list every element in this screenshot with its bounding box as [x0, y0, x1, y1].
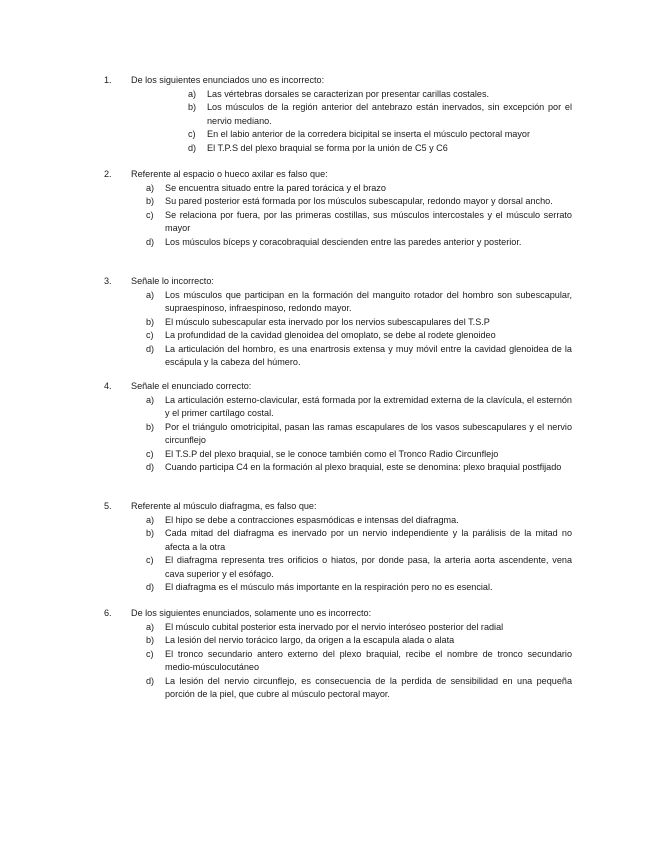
question-number: 1. [104, 75, 112, 85]
option-c [146, 209, 572, 236]
option-list [146, 289, 572, 370]
question-number: 6. [104, 608, 112, 618]
option-text: La articulación del hombro, es una enartrosis extensa y muy móvil entre la cavidad glenoidea de la escápula y la cabeza del húmero. [165, 343, 572, 367]
option-d [188, 142, 572, 156]
question-5 [104, 500, 572, 595]
option-letter: d) [188, 142, 197, 153]
option-c [146, 648, 572, 675]
question-3 [104, 275, 572, 370]
option-b [146, 634, 572, 648]
option-text: Los músculos de la región anterior del antebrazo están inervados, sin excepción por el nervio mediano. [207, 102, 572, 126]
question-number: 5. [104, 501, 112, 511]
option-text: El diafragma representa tres orificios o hiatos, por donde pasa, la arteria aorta ascendente, vena cava superior y el esófago. [165, 555, 572, 579]
option-letter: c) [146, 648, 154, 659]
option-letter: b) [146, 635, 155, 645]
option-letter: b) [146, 421, 155, 432]
option-text: Cuando participa C4 en la formación al plexo braquial, este se denomina: plexo braquial postfijado [165, 462, 562, 472]
option-text: El T.P.S del plexo braquial se forma por la unión de C5 y C6 [207, 142, 448, 153]
option-text: Los músculos bíceps y coracobraquial descienden entre las paredes anterior y posterior. [165, 236, 522, 247]
option-letter: d) [146, 462, 155, 472]
question-header [104, 74, 572, 88]
option-d [146, 236, 572, 250]
option-letter: a) [188, 88, 197, 99]
option-a [146, 621, 572, 635]
option-text: Se encuentra situado entre la pared torácica y el brazo [165, 182, 386, 193]
option-a [188, 88, 572, 102]
question-header [104, 380, 572, 394]
option-text: Se relaciona por fuera, por las primeras costillas, sus músculos intercostales y el músculo serrato mayor [165, 209, 572, 233]
option-letter: a) [146, 394, 155, 405]
option-text: Su pared posterior está formada por los músculos subescapular, redondo mayor y dorsal ancho. [165, 196, 553, 206]
question-stem: Señale lo incorrecto: [131, 276, 214, 286]
option-list [146, 394, 572, 475]
option-text: La profundidad de la cavidad glenoidea del omoplato, se debe al rodete glenoideo [165, 330, 496, 340]
option-c [146, 448, 572, 462]
option-letter: a) [146, 514, 155, 525]
option-text: Cada mitad del diafragma es inervado por un nervio independiente y la parálisis de la mitad no afecta a la otra [165, 528, 572, 552]
option-d [146, 581, 572, 595]
option-b [146, 527, 572, 554]
option-c [146, 554, 572, 581]
option-text: El hipo se debe a contracciones espasmódicas e intensas del diafragma. [165, 514, 459, 525]
option-list [188, 88, 572, 156]
option-b [188, 101, 572, 128]
option-text: El T.S.P del plexo braquial, se le conoce también como el Tronco Radio Circunflejo [165, 448, 499, 459]
option-text: El músculo cubital posterior esta inervado por el nervio interóseo posterior del radial [165, 621, 504, 632]
option-letter: a) [146, 182, 155, 193]
option-letter: d) [146, 675, 155, 686]
question-stem: De los siguientes enunciados uno es incorrecto: [131, 75, 325, 85]
option-letter: c) [146, 555, 154, 565]
option-text: La articulación esterno-clavicular, está formada por la extremidad externa de la clavícula, el esternón y el primer cartílago costal. [165, 394, 572, 418]
option-letter: c) [188, 129, 196, 139]
option-letter: b) [146, 528, 155, 538]
option-list [146, 182, 572, 250]
question-stem: Referente al espacio o hueco axilar es falso que: [131, 169, 328, 179]
option-letter: c) [146, 330, 154, 340]
question-number: 4. [104, 381, 112, 391]
option-text: Las vértebras dorsales se caracterizan por presentar carillas costales. [207, 88, 490, 99]
option-a [146, 394, 572, 421]
question-header [104, 500, 572, 514]
question-number: 3. [104, 276, 112, 286]
question-stem: Señale el enunciado correcto: [131, 381, 252, 391]
option-letter: d) [146, 582, 155, 592]
question-stem: De los siguientes enunciados, solamente uno es incorrecto: [131, 608, 372, 618]
question-number: 2. [104, 169, 112, 179]
option-b [146, 316, 572, 330]
option-list [146, 621, 572, 702]
option-text: La lesión del nervio circunflejo, es consecuencia de la perdida de sensibilidad en una pequeña porción de la piel, que cubre al músculo pectoral mayor. [165, 675, 572, 699]
option-text: Los músculos que participan en la formación del manguito rotador del hombro son subescapular, supraespinoso, infraespinoso, redondo mayor. [165, 289, 572, 313]
question-6 [104, 607, 572, 702]
question-header [104, 275, 572, 289]
option-letter: c) [146, 209, 154, 220]
option-letter: c) [146, 448, 154, 459]
option-list [146, 514, 572, 595]
option-letter: a) [146, 621, 155, 632]
option-letter: d) [146, 236, 155, 247]
option-a [146, 182, 572, 196]
option-d [146, 675, 572, 702]
option-text: El músculo subescapular esta inervado por los nervios subescapulares del T.S.P [165, 316, 490, 327]
option-letter: d) [146, 343, 155, 354]
option-a [146, 514, 572, 528]
option-text: El diafragma es el músculo más importante en la respiración pero no es esencial. [165, 582, 493, 592]
question-4 [104, 380, 572, 475]
option-c [188, 128, 572, 142]
option-d [146, 461, 572, 475]
option-text: En el labio anterior de la corredera bicipital se inserta el músculo pectoral mayor [207, 129, 530, 139]
option-letter: b) [146, 196, 155, 206]
option-text: La lesión del nervio torácico largo, da origen a la escapula alada o alata [165, 635, 455, 645]
option-letter: a) [146, 289, 155, 300]
option-b [146, 195, 572, 209]
question-1 [104, 74, 572, 155]
option-text: Por el triángulo omotricipital, pasan las ramas escapulares de los vasos subescapulares y el nervio circunflejo [165, 421, 572, 445]
question-header [104, 168, 572, 182]
question-stem: Referente al músculo diafragma, es falso que: [131, 501, 317, 511]
option-a [146, 289, 572, 316]
option-letter: b) [146, 316, 155, 327]
option-b [146, 421, 572, 448]
question-header [104, 607, 572, 621]
option-d [146, 343, 572, 370]
option-text: El tronco secundario antero externo del plexo braquial, recibe el nombre de tronco secundario medio-músculocutáneo [165, 648, 572, 672]
question-2 [104, 168, 572, 249]
option-letter: b) [188, 102, 197, 112]
option-c [146, 329, 572, 343]
